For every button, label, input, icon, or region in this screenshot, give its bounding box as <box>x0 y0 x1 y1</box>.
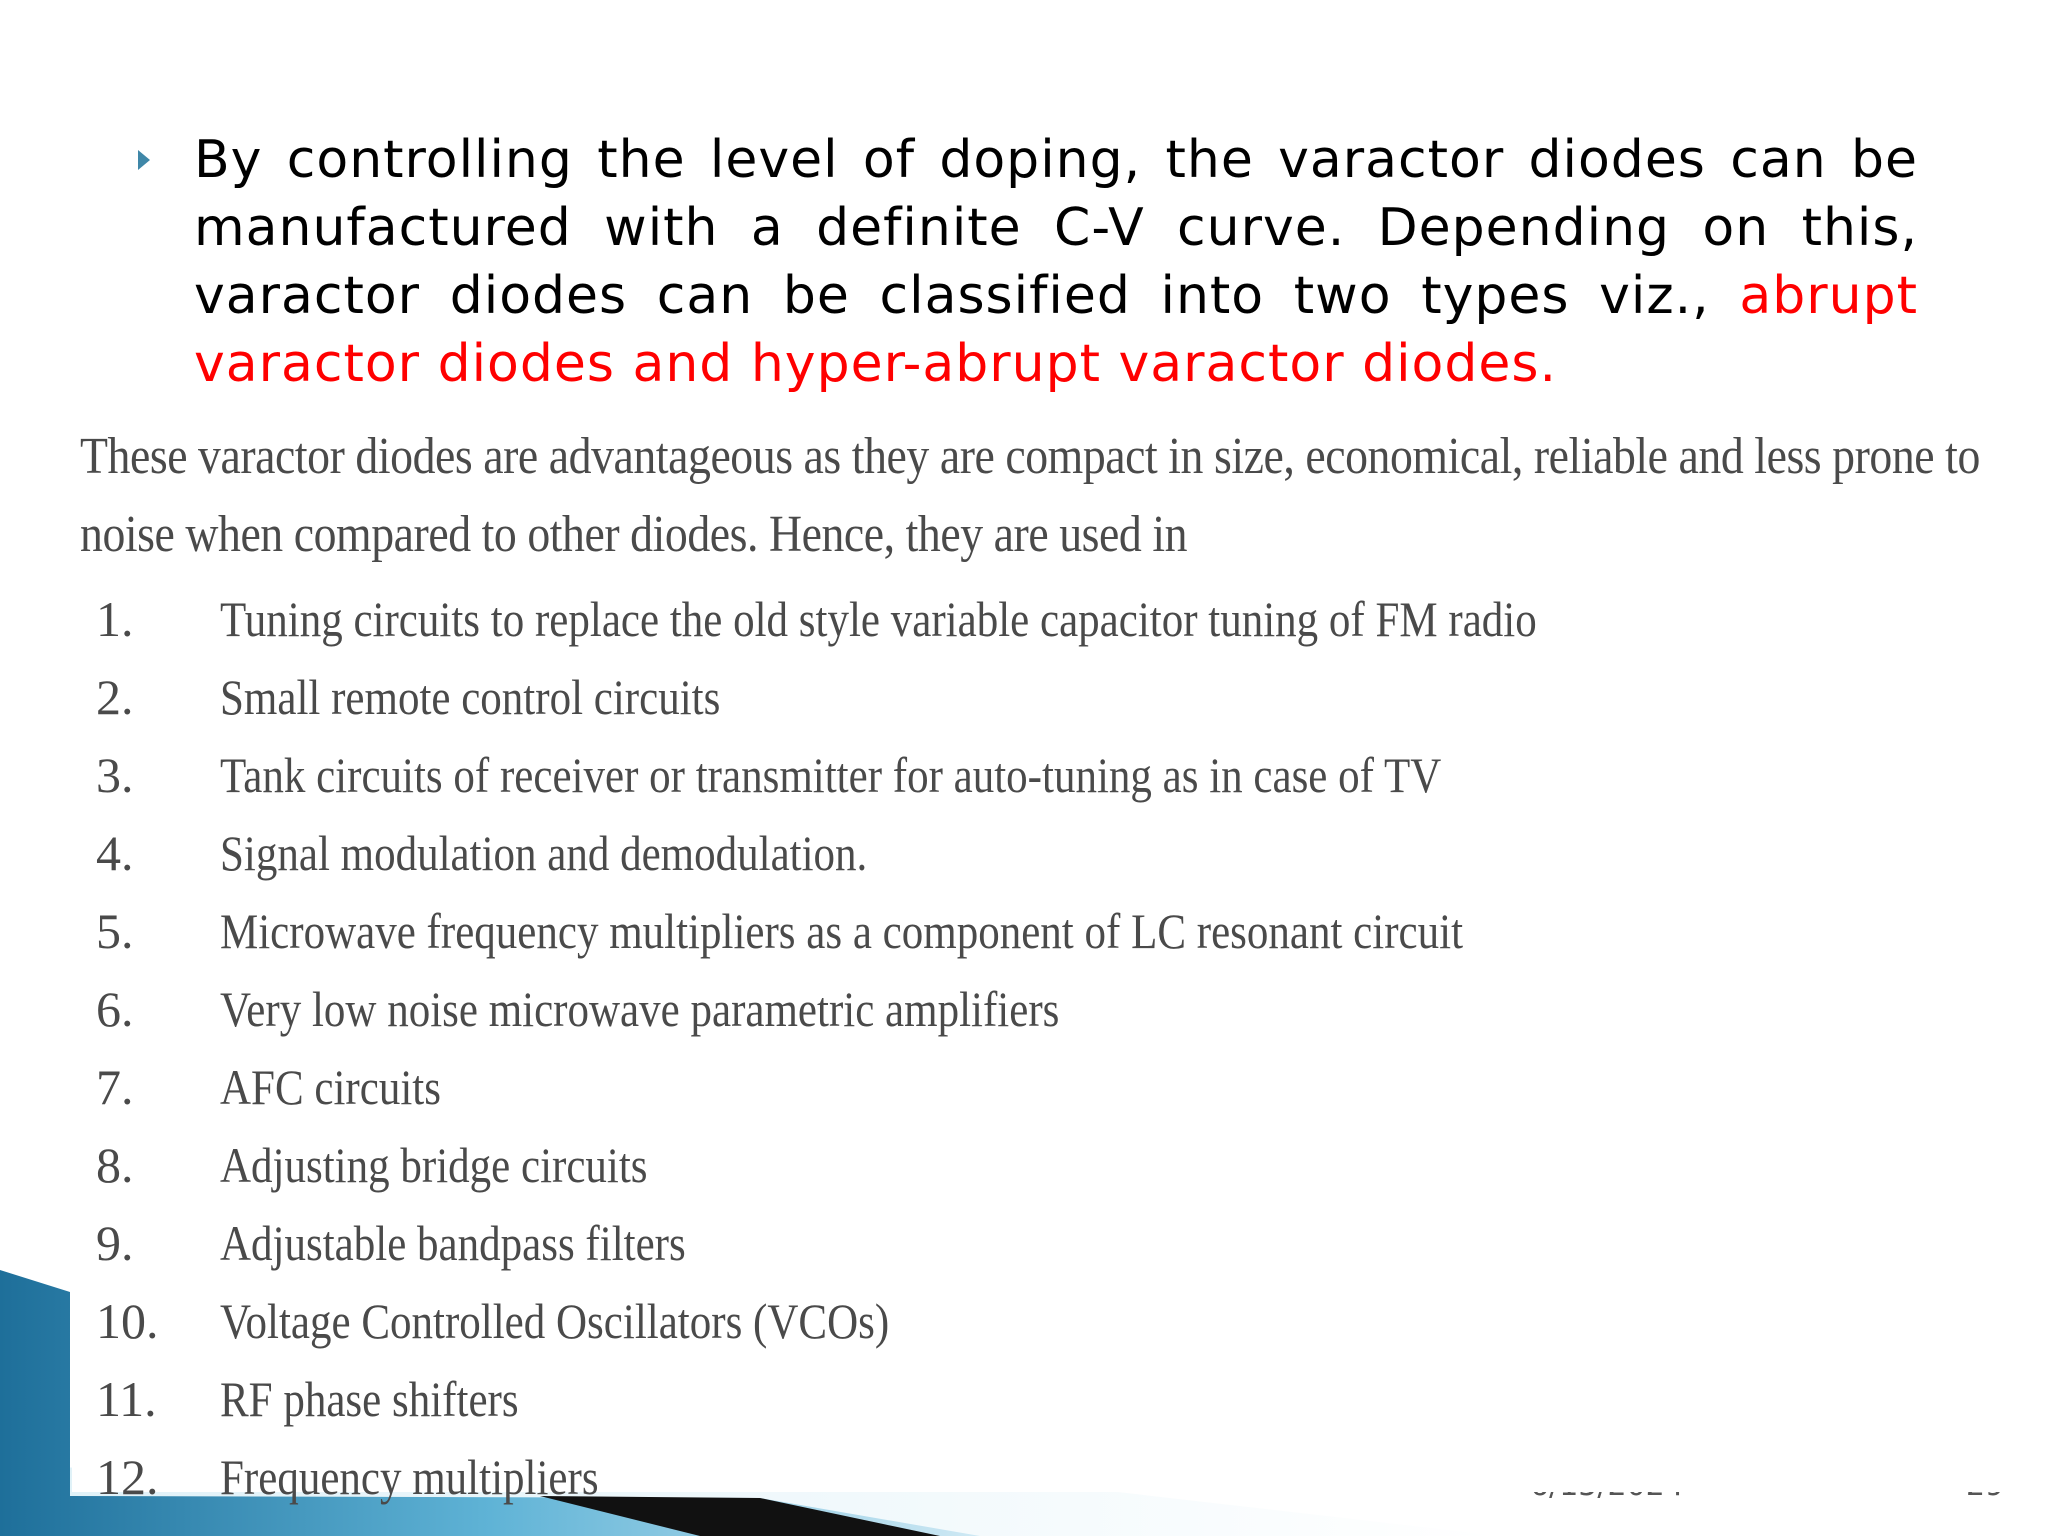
list-item-number: 10. <box>96 1293 159 1349</box>
list-item-number: 1. <box>96 591 134 647</box>
list-item-text: Frequency multipliers <box>220 1449 599 1505</box>
triangle-bullet-icon <box>138 150 150 170</box>
list-item-number: 4. <box>96 825 134 881</box>
bullet-text-highlight: abrupt varactor diodes and hyper-abrupt varactor diodes. <box>194 266 1918 394</box>
list-item-text: Tuning circuits to replace the old style variable capacitor tuning of FM radio <box>220 591 1537 647</box>
list-item-text: Adjustable bandpass filters <box>220 1215 686 1271</box>
list-item-number: 8. <box>96 1137 134 1193</box>
pasted-text-image <box>72 418 2012 1505</box>
list-item-text: Voltage Controlled Oscillators (VCOs) <box>220 1293 890 1349</box>
list-item-number: 11. <box>96 1371 157 1427</box>
list-item-text: Microwave frequency multipliers as a component of LC resonant circuit <box>220 903 1464 959</box>
list-item-text: Tank circuits of receiver or transmitter for auto-tuning as in case of TV <box>220 747 1442 803</box>
list-item-text: Adjusting bridge circuits <box>220 1137 648 1193</box>
list-item-number: 9. <box>96 1215 134 1271</box>
list-item-text: Very low noise microwave parametric amplifiers <box>220 981 1060 1037</box>
list-item-number: 3. <box>96 747 134 803</box>
list-item-text: Signal modulation and demodulation. <box>220 825 868 881</box>
list-item-text: RF phase shifters <box>220 1371 519 1427</box>
list-item-text: AFC circuits <box>220 1059 441 1115</box>
list-item-number: 2. <box>96 669 134 725</box>
list-item-number: 6. <box>96 981 134 1037</box>
list-item-number: 5. <box>96 903 134 959</box>
intro-line-2: noise when compared to other diodes. Hence, they are used in <box>80 506 1188 563</box>
bullet-text-main: By controlling the level of doping, the varactor diodes can be manufactured with a definite C-V curve. Depending on this, varactor diodes can be classified into two types viz., <box>194 130 1918 326</box>
list-item-number: 7. <box>96 1059 134 1115</box>
list-item-number: 12. <box>96 1449 159 1505</box>
list-item-text: Small remote control circuits <box>220 669 721 725</box>
intro-line-1: These varactor diodes are advantageous as they are compact in size, economical, reliable and less prone to <box>80 428 1980 485</box>
bullet-text <box>194 126 1918 398</box>
intro-paragraph <box>80 418 1980 574</box>
